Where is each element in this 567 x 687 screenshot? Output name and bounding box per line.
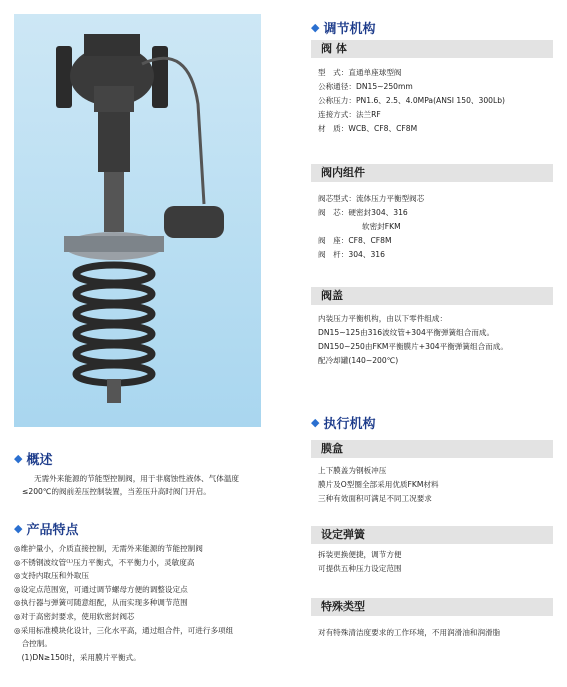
body-row-3: 连接方式：法兰RF (318, 110, 381, 119)
bonnet-bar: 阀盖 (311, 287, 553, 305)
special-line-0: 对有特殊清洁度要求的工作环境，不用润滑油和润滑脂 (318, 628, 501, 637)
spring-line-0: 拆装更换便捷，调节方便 (318, 550, 402, 559)
valve-illustration (14, 14, 261, 427)
diaphragm-bar: 膜盒 (311, 440, 553, 458)
diamond-icon: ◆ (14, 452, 23, 465)
feature-item-1: ◎不锈钢波纹管⁽¹⁾压力平衡式，不平衡力小，灵敏度高 (14, 557, 195, 567)
diamond-icon: ◆ (311, 416, 320, 429)
internals-bar: 阀内组件 (311, 164, 553, 182)
features-title: ◆ 产品特点 (14, 522, 79, 538)
feature-item-0: ◎维护量小，介质直接控制，无需外来能源的节能控制阀 (14, 544, 203, 553)
feature-item-8: (1)DN≥150时，采用膜片平衡式。 (14, 652, 141, 662)
internals-row-2: 软密封FKM (362, 222, 401, 231)
overview-line-0: 无需外来能源的节能型控制阀，用于非腐蚀性液体、气体温度 (34, 474, 240, 483)
features-list (14, 542, 284, 664)
regulator-title: ◆ 调节机构 (311, 21, 376, 37)
diaphragm-line-1: 膜片及O型圈全部采用优质FKM材料 (318, 480, 439, 489)
body-row-1: 公称通径：DN15~250mm (318, 82, 413, 91)
feature-item-4: ◎执行器与弹簧可随意组配，从而实现多种调节范围 (14, 598, 188, 608)
overview-title: ◆ 概述 (14, 452, 53, 468)
diaphragm-line-2: 三种有效面积可满足不同工况要求 (318, 494, 432, 503)
special-bar: 特殊类型 (311, 598, 553, 616)
body-row-0: 型 式：直通单座球型阀 (318, 68, 402, 77)
feature-item-2: ◎支持内取压和外取压 (14, 571, 89, 581)
diaphragm-line-0: 上下膜盖为钢板冲压 (318, 466, 387, 475)
body-row-2: 公称压力：PN1.6、2.5、4.0MPa(ANSI 150、300Lb) (318, 96, 505, 105)
diamond-icon: ◆ (14, 522, 23, 535)
internals-row-3: 阀 座：CF8、CF8M (318, 236, 392, 245)
spring-bar: 设定弹簧 (311, 526, 553, 544)
diamond-icon: ◆ (311, 21, 320, 34)
bonnet-line-2: DN150~250由FKM平衡膜片+304平衡弹簧组合而成。 (318, 342, 508, 351)
body-row-4: 材 质：WCB、CF8、CF8M (318, 124, 418, 133)
internals-row-0: 阀芯型式：流体压力平衡型阀芯 (318, 194, 425, 203)
bonnet-line-1: DN15~125由316波纹管+304平衡弹簧组合而成。 (318, 328, 495, 337)
feature-item-7: 合控制。 (14, 639, 52, 649)
feature-item-6: ◎采用标准模块化设计，三化水平高，通过组合件，可进行多项组 (14, 625, 234, 635)
spring-line-1: 可提供五种压力设定范围 (318, 564, 402, 573)
overview-line-1: ≤200℃的阀前差压控制装置，当差压升高时阀门开启。 (22, 487, 211, 496)
feature-item-3: ◎设定点范围宽，可通过调节螺母方便的调整设定点 (14, 584, 188, 594)
feature-item-5: ◎对于高密封要求，使用软密封阀芯 (14, 611, 135, 621)
overview-text (22, 472, 292, 498)
product-photo (14, 14, 261, 427)
body-bar: 阀 体 (311, 40, 553, 58)
actuator-title: ◆ 执行机构 (311, 416, 376, 432)
bonnet-line-0: 内装压力平衡机构，由以下零件组成： (318, 314, 448, 323)
bonnet-line-3: 配冷却罐(140~200℃) (318, 356, 399, 365)
internals-row-4: 阀 杆：304、316 (318, 250, 385, 259)
internals-row-1: 阀 芯：硬密封304、316 (318, 208, 408, 217)
